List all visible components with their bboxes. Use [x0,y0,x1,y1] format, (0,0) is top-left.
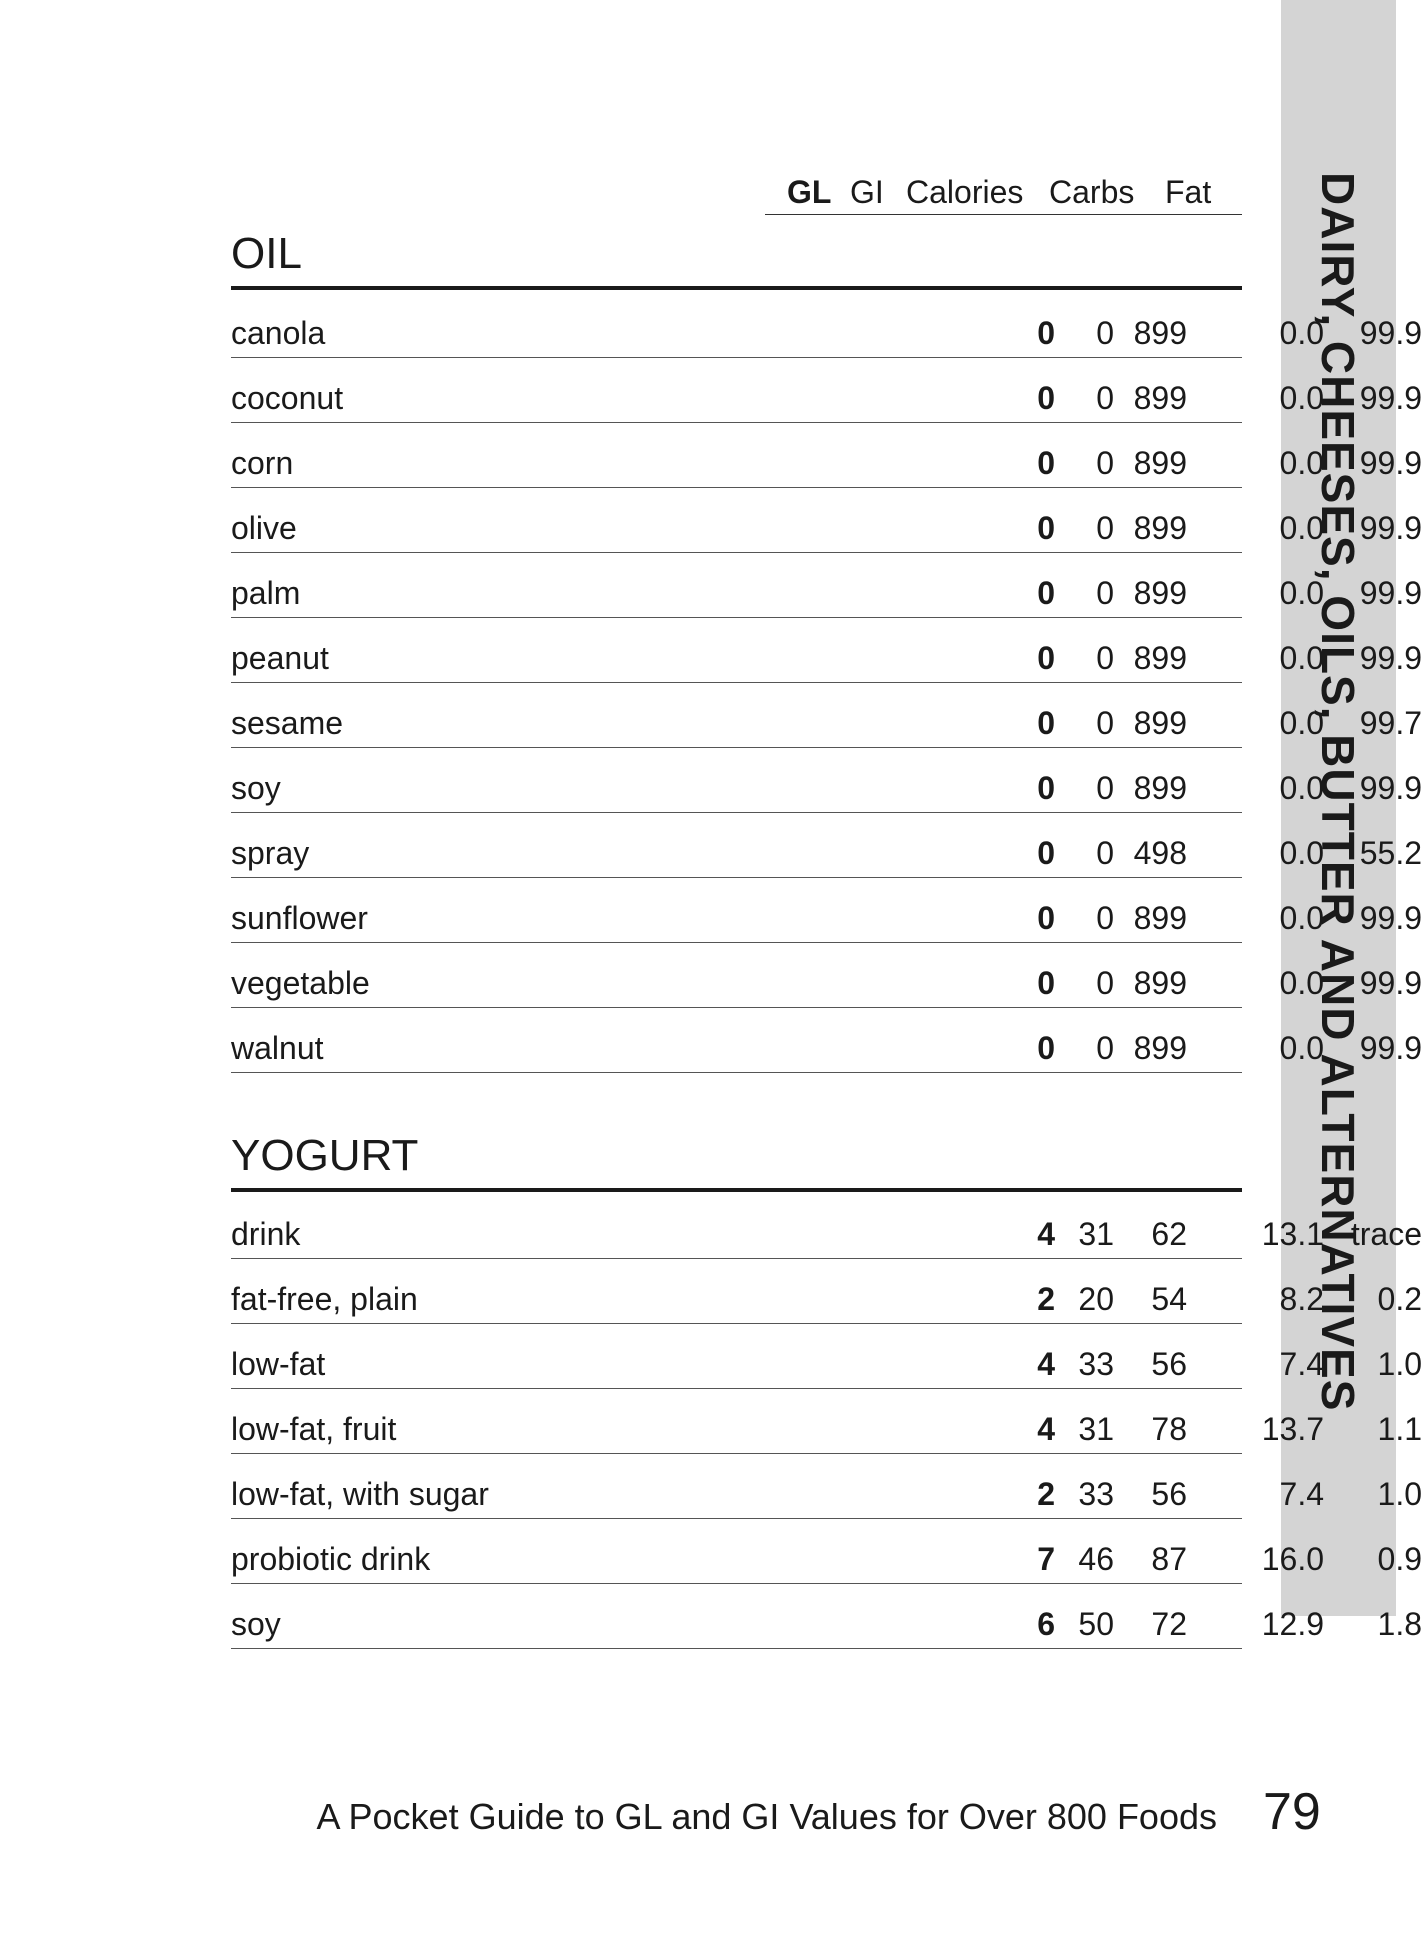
cell-calories: 56 [1151,1476,1187,1512]
cell-gl: 0 [1037,315,1055,351]
cell-name: coconut [231,380,344,416]
cell-carbs: 0.0 [1279,445,1324,481]
cell-gi: 0 [1096,640,1114,676]
cell-gi: 33 [1078,1346,1114,1382]
cell-fat: 99.9 [1359,575,1422,611]
cell-calories: 899 [1133,770,1187,806]
cell-carbs: 0.0 [1279,900,1324,936]
cell-carbs: 7.4 [1279,1346,1324,1382]
cell-gl: 6 [1037,1606,1055,1642]
cell-gl: 4 [1037,1346,1055,1382]
cell-gi: 0 [1096,380,1114,416]
cell-fat: 0.2 [1377,1281,1422,1317]
cell-name: walnut [231,1030,324,1066]
cell-calories: 498 [1133,835,1187,871]
cell-name: vegetable [231,965,370,1001]
cell-fat: 99.9 [1359,380,1422,416]
cell-gi: 46 [1078,1541,1114,1577]
cell-name: low-fat, fruit [231,1411,397,1447]
cell-gl: 0 [1037,575,1055,611]
column-header [765,170,1242,215]
cell-carbs: 16.0 [1261,1541,1324,1577]
cell-fat: 99.9 [1359,1030,1422,1066]
cell-gl: 0 [1037,965,1055,1001]
cell-carbs: 0.0 [1279,315,1324,351]
cell-name: peanut [231,640,329,676]
cell-carbs: 7.4 [1279,1476,1324,1512]
header-gi: GI [850,174,884,210]
cell-gl: 0 [1037,640,1055,676]
cell-name: sesame [231,705,344,741]
cell-gl: 0 [1037,1030,1055,1066]
cell-calories: 56 [1151,1346,1187,1382]
table-row [231,617,1422,683]
cell-gl: 0 [1037,835,1055,871]
table-row [231,1518,1422,1584]
table-row [231,357,1422,423]
cell-name: olive [231,510,297,546]
cell-gi: 0 [1096,510,1114,546]
cell-fat: 99.9 [1359,315,1422,351]
table-row [231,682,1422,748]
cell-calories: 899 [1133,640,1187,676]
cell-carbs: 12.9 [1261,1606,1324,1642]
table-row [231,1258,1422,1324]
table-row [231,812,1422,878]
cell-calories: 54 [1151,1281,1187,1317]
cell-fat: 99.9 [1359,900,1422,936]
table-row [231,1453,1422,1519]
cell-carbs: 0.0 [1279,770,1324,806]
cell-calories: 899 [1133,900,1187,936]
cell-gi: 0 [1096,445,1114,481]
table-row [231,422,1422,488]
cell-gl: 0 [1037,705,1055,741]
page-number: 79 [1263,1783,1321,1841]
table-row [231,877,1422,943]
cell-name: probiotic drink [231,1541,431,1577]
cell-gi: 50 [1078,1606,1114,1642]
cell-gi: 0 [1096,705,1114,741]
cell-name: corn [231,445,294,481]
cell-name: drink [231,1216,301,1252]
cell-calories: 899 [1133,575,1187,611]
table-row [231,292,1422,358]
cell-calories: 899 [1133,705,1187,741]
cell-carbs: 0.0 [1279,640,1324,676]
cell-fat: 55.2 [1359,835,1422,871]
cell-calories: 899 [1133,510,1187,546]
cell-gl: 0 [1037,770,1055,806]
cell-name: low-fat [231,1346,326,1382]
header-gl: GL [787,174,832,210]
cell-calories: 899 [1133,1030,1187,1066]
header-fat: Fat [1165,174,1212,210]
cell-carbs: 13.1 [1261,1216,1324,1252]
cell-fat: 99.9 [1359,640,1422,676]
cell-name: spray [231,835,310,871]
table-row [231,1583,1422,1649]
cell-calories: 899 [1133,965,1187,1001]
cell-name: soy [231,770,281,806]
cell-carbs: 0.0 [1279,705,1324,741]
cell-gi: 0 [1096,835,1114,871]
cell-calories: 62 [1151,1216,1187,1252]
cell-carbs: 8.2 [1279,1281,1324,1317]
cell-gi: 31 [1078,1216,1114,1252]
cell-fat: 99.9 [1359,965,1422,1001]
cell-name: palm [231,575,301,611]
cell-calories: 899 [1133,380,1187,416]
cell-carbs: 0.0 [1279,1030,1324,1066]
cell-fat: 99.9 [1359,510,1422,546]
section-title: YOGURT [231,1134,1242,1192]
cell-gl: 0 [1037,900,1055,936]
cell-fat: 1.0 [1377,1346,1422,1382]
cell-calories: 87 [1151,1541,1187,1577]
table-row [231,552,1422,618]
cell-fat: 1.0 [1377,1476,1422,1512]
cell-gl: 0 [1037,380,1055,416]
cell-gi: 33 [1078,1476,1114,1512]
cell-carbs: 0.0 [1279,835,1324,871]
cell-name: fat-free, plain [231,1281,418,1317]
table-row [231,747,1422,813]
cell-calories: 899 [1133,445,1187,481]
cell-gi: 0 [1096,965,1114,1001]
table-row [231,487,1422,553]
table-row [231,942,1422,1008]
cell-gi: 0 [1096,315,1114,351]
table-row [231,1193,1422,1259]
cell-fat: 0.9 [1377,1541,1422,1577]
table-row [231,1007,1422,1073]
table-row [231,1323,1422,1389]
cell-carbs: 0.0 [1279,965,1324,1001]
cell-name: sunflower [231,900,368,936]
cell-carbs: 0.0 [1279,380,1324,416]
cell-gl: 4 [1037,1411,1055,1447]
cell-fat: 99.9 [1359,770,1422,806]
cell-fat: trace [1350,1216,1422,1252]
cell-gl: 4 [1037,1216,1055,1252]
cell-calories: 78 [1151,1411,1187,1447]
cell-fat: 1.8 [1377,1606,1422,1642]
cell-gl: 2 [1037,1476,1055,1512]
cell-name: low-fat, with sugar [231,1476,489,1512]
cell-fat: 99.9 [1359,445,1422,481]
cell-gi: 0 [1096,900,1114,936]
cell-gl: 0 [1037,510,1055,546]
cell-calories: 899 [1133,315,1187,351]
cell-gi: 0 [1096,770,1114,806]
footer-title: A Pocket Guide to GL and GI Values for Over 800 Foods [316,1796,1217,1837]
cell-gi: 20 [1078,1281,1114,1317]
cell-name: soy [231,1606,281,1642]
cell-gl: 2 [1037,1281,1055,1317]
cell-calories: 72 [1151,1606,1187,1642]
cell-gi: 0 [1096,1030,1114,1066]
cell-carbs: 13.7 [1261,1411,1324,1447]
cell-carbs: 0.0 [1279,510,1324,546]
cell-carbs: 0.0 [1279,575,1324,611]
cell-gl: 7 [1037,1541,1055,1577]
cell-gi: 0 [1096,575,1114,611]
table-row [231,1388,1422,1454]
cell-gi: 31 [1078,1411,1114,1447]
header-calories: Calories [906,174,1024,210]
section-title: OIL [231,232,1242,290]
cell-name: canola [231,315,326,351]
cell-fat: 1.1 [1377,1411,1422,1447]
side-tab-label: DAIRY, CHEESES, OILS, BUTTER AND ALTERNATIVES [1312,172,1364,1412]
cell-fat: 99.7 [1359,705,1422,741]
header-carbs: Carbs [1049,174,1135,210]
cell-gl: 0 [1037,445,1055,481]
